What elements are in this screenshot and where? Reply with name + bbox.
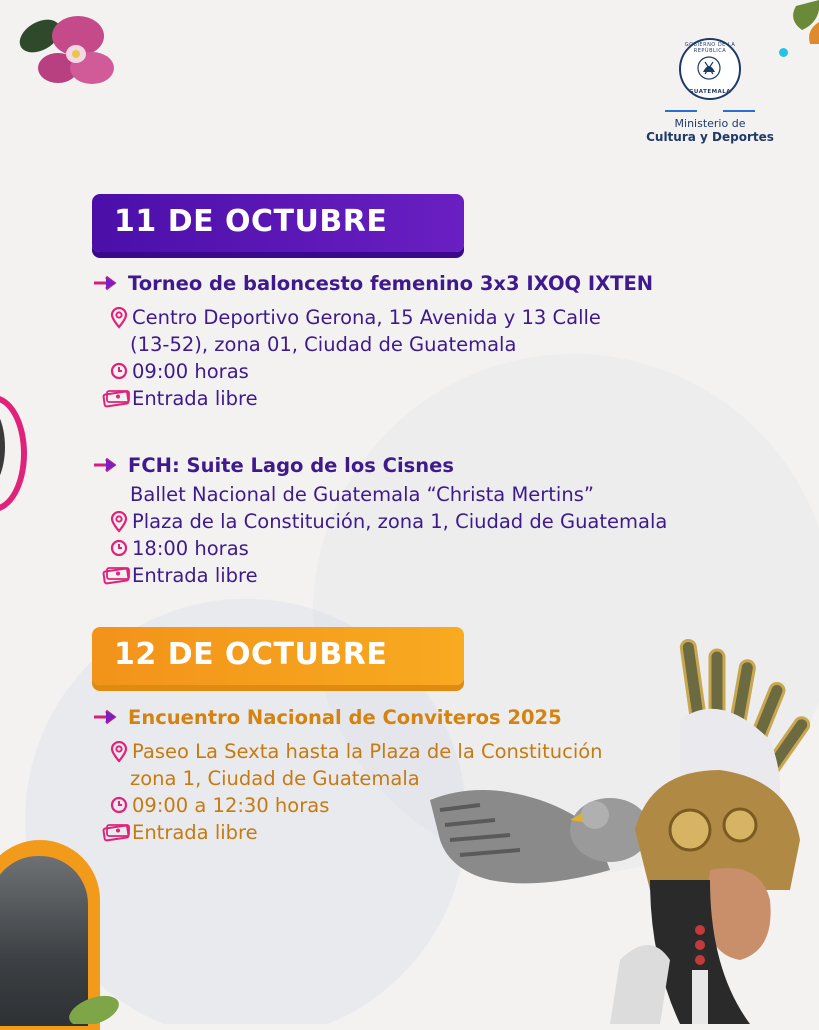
- cyan-dot-decoration: [779, 48, 788, 57]
- logo-subtitle: Ministerio de: [674, 117, 746, 130]
- date-header-oct-12: 12 DE OCTUBRE: [92, 627, 464, 685]
- time-text: 09:00 horas: [132, 360, 249, 383]
- location-line-1: Paseo La Sexta hasta la Plaza de la Constitución: [132, 740, 603, 763]
- event-ballet: [92, 450, 752, 589]
- date-header-oct-11: 11 DE OCTUBRE: [92, 194, 464, 252]
- event-location: [92, 508, 752, 535]
- entry-text: Entrada libre: [132, 564, 258, 587]
- location-line-2: (13-52), zona 01, Ciudad de Guatemala: [130, 333, 517, 356]
- orchid-flower-decoration: [18, 6, 118, 96]
- logo-lines: [640, 110, 780, 112]
- event-subtitle: Ballet Nacional de Guatemala “Christa Mertins”: [130, 483, 594, 506]
- location-pin-icon: [110, 511, 128, 533]
- bottom-leaf-decoration: [60, 985, 120, 1024]
- event-title-row: [92, 450, 752, 480]
- event-location: [92, 304, 752, 331]
- ticket-icon: [102, 388, 132, 408]
- event-title: FCH: Suite Lago de los Cisnes: [128, 453, 454, 477]
- arrow-icon: [92, 274, 120, 292]
- leaf-decoration: [788, 0, 819, 45]
- event-title-row: [92, 702, 752, 732]
- event-location-cont: [92, 331, 752, 358]
- event-title: Encuentro Nacional de Conviteros 2025: [128, 705, 562, 729]
- ministry-logo: [640, 38, 780, 144]
- time-text: 09:00 a 12:30 horas: [132, 794, 330, 817]
- event-entry: [92, 562, 752, 589]
- clock-icon: [110, 538, 128, 556]
- quetzal-icon: [695, 54, 723, 82]
- location-line-2: zona 1, Ciudad de Guatemala: [130, 767, 420, 790]
- location-pin-icon: [110, 307, 128, 329]
- logo-title: Cultura y Deportes: [646, 130, 774, 144]
- event-conviteros: [92, 702, 752, 846]
- entry-text: Entrada libre: [132, 387, 258, 410]
- location-line-1: Plaza de la Constitución, zona 1, Ciudad de Guatemala: [132, 510, 668, 533]
- event-location: [92, 738, 752, 765]
- event-entry: [92, 385, 752, 412]
- event-location-cont: [92, 765, 752, 792]
- arrow-icon: [92, 708, 120, 726]
- time-text: 18:00 horas: [132, 537, 249, 560]
- event-title-row: [92, 268, 752, 298]
- location-pin-icon: [110, 741, 128, 763]
- location-line-1: Centro Deportivo Gerona, 15 Avenida y 13 Calle: [132, 306, 601, 329]
- event-basketball: [92, 268, 752, 412]
- event-title: Torneo de baloncesto femenino 3x3 IXOQ IXTEN: [128, 271, 654, 295]
- event-entry: [92, 819, 752, 846]
- entry-text: Entrada libre: [132, 821, 258, 844]
- event-time: [92, 535, 752, 562]
- event-time: [92, 792, 752, 819]
- clock-icon: [110, 361, 128, 379]
- ticket-icon: [102, 822, 132, 842]
- seal-ring-bottom-text: GUATEMALA: [688, 89, 732, 95]
- arrow-icon: [92, 456, 120, 474]
- government-seal: [679, 38, 741, 100]
- clock-icon: [110, 795, 128, 813]
- event-time: [92, 358, 752, 385]
- ticket-icon: [102, 565, 132, 585]
- seal-ring-top-text: GOBIERNO DE LA REPÚBLICA: [684, 42, 736, 54]
